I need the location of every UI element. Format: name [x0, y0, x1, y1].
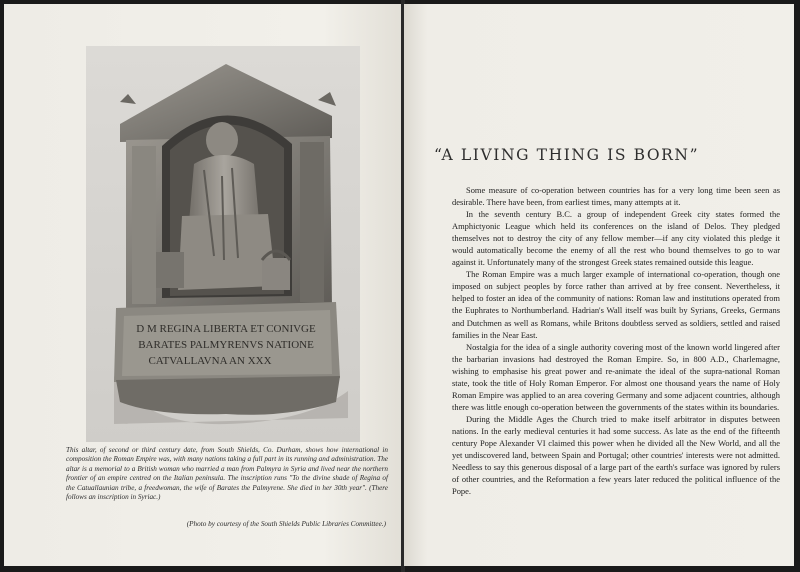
left-page — [4, 4, 402, 566]
paragraph: During the Middle Ages the Church tried to make itself arbitrator in disputes between nations. In the early medieval centuries it had some success. As late as the end of the fifteenth century Pope Alexander VI claimed this power when he divided all the New World, and all the yet undiscovered land, between Spain and Portugal; other countries' interests were not admitted. Needless to say this generous disposal of a large part of the earth's surface was ignored by rulers of other countries, and the Reformation a few years later reduced the political influence of the Pope. — [452, 413, 780, 497]
inscription-line-2: BARATES PALMYRENVS NATIONE — [138, 339, 314, 351]
chapter-heading: “A LIVING THING IS BORN” — [434, 146, 700, 164]
paragraph: In the seventh century B.C. a group of independent Greek city states formed the Amphictyonic League which held its conferences on the island of Delos. They pledged themselves not to destroy the city of any fellow member—if any city violated this pledge it would automatically become the enemy of all the rest who bound themselves to go to war against it. Unfortunately many of the strongest Greek states remained outside this league. — [452, 209, 780, 268]
altar-photo — [86, 46, 360, 442]
inscription-line-3: CATVALLAVNA AN XXX — [148, 355, 272, 367]
paragraph: Nostalgia for the idea of a single authority covering most of the known world lingered after the barbarian invasions had destroyed the Roman Empire. So, in 800 A.D., Charlemagne, wishing to emphasise his great power and re-animate the ideal of the supra-national Roman state, took the title of Holy Roman Emperor. For almost one thousand years the name of Holy Roman Empire was applied to an area covering Germany and some adjacent countries, although there was little enough co-operation between the governments of the states within its boundaries. — [452, 341, 780, 412]
photo-caption: This altar, of second or third century date, from South Shields, Co. Durham, shows how international in composition the Roman Empire was, with many nations taking a full part in its running and administration. The altar is a memorial to a British woman who married a man from Palmyra in Syria and lived near the northern frontier of an empire centred on the Italian peninsula. The inscription runs "To the divine shade of Regina of the Catuallaunian tribe, a freedwoman, the wife of Barates the Palmyrene. She died in her 30th year". (There follows an inscription in Syriac.) — [66, 446, 388, 502]
chapter-body — [452, 184, 780, 497]
altar-illustration — [86, 46, 360, 442]
paragraph: The Roman Empire was a much larger example of international co-operation, though one imposed on subject peoples by force rather than arrived at by free consent. Nevertheless, it helped to foster an idea of the community of nations: Roman law and institutions operated from the Euphrates to Northumberland. Hadrian's Wall itself was built by Syrians, Greeks, Germans and Dutchmen as well as Romans, while Britons doubtless served as soldiers, settled and raised families in the Near East. — [452, 269, 780, 340]
paragraph: Some measure of co-operation between countries has for a very long time been seen as desirable. There have been, from earliest times, many attempts at it. — [452, 185, 780, 208]
inscription-line-1: D M REGINA LIBERTA ET CONIVGE — [136, 323, 316, 335]
right-page — [404, 4, 794, 566]
photo-credit: (Photo by courtesy of the South Shields Public Libraries Committee.) — [186, 520, 386, 528]
